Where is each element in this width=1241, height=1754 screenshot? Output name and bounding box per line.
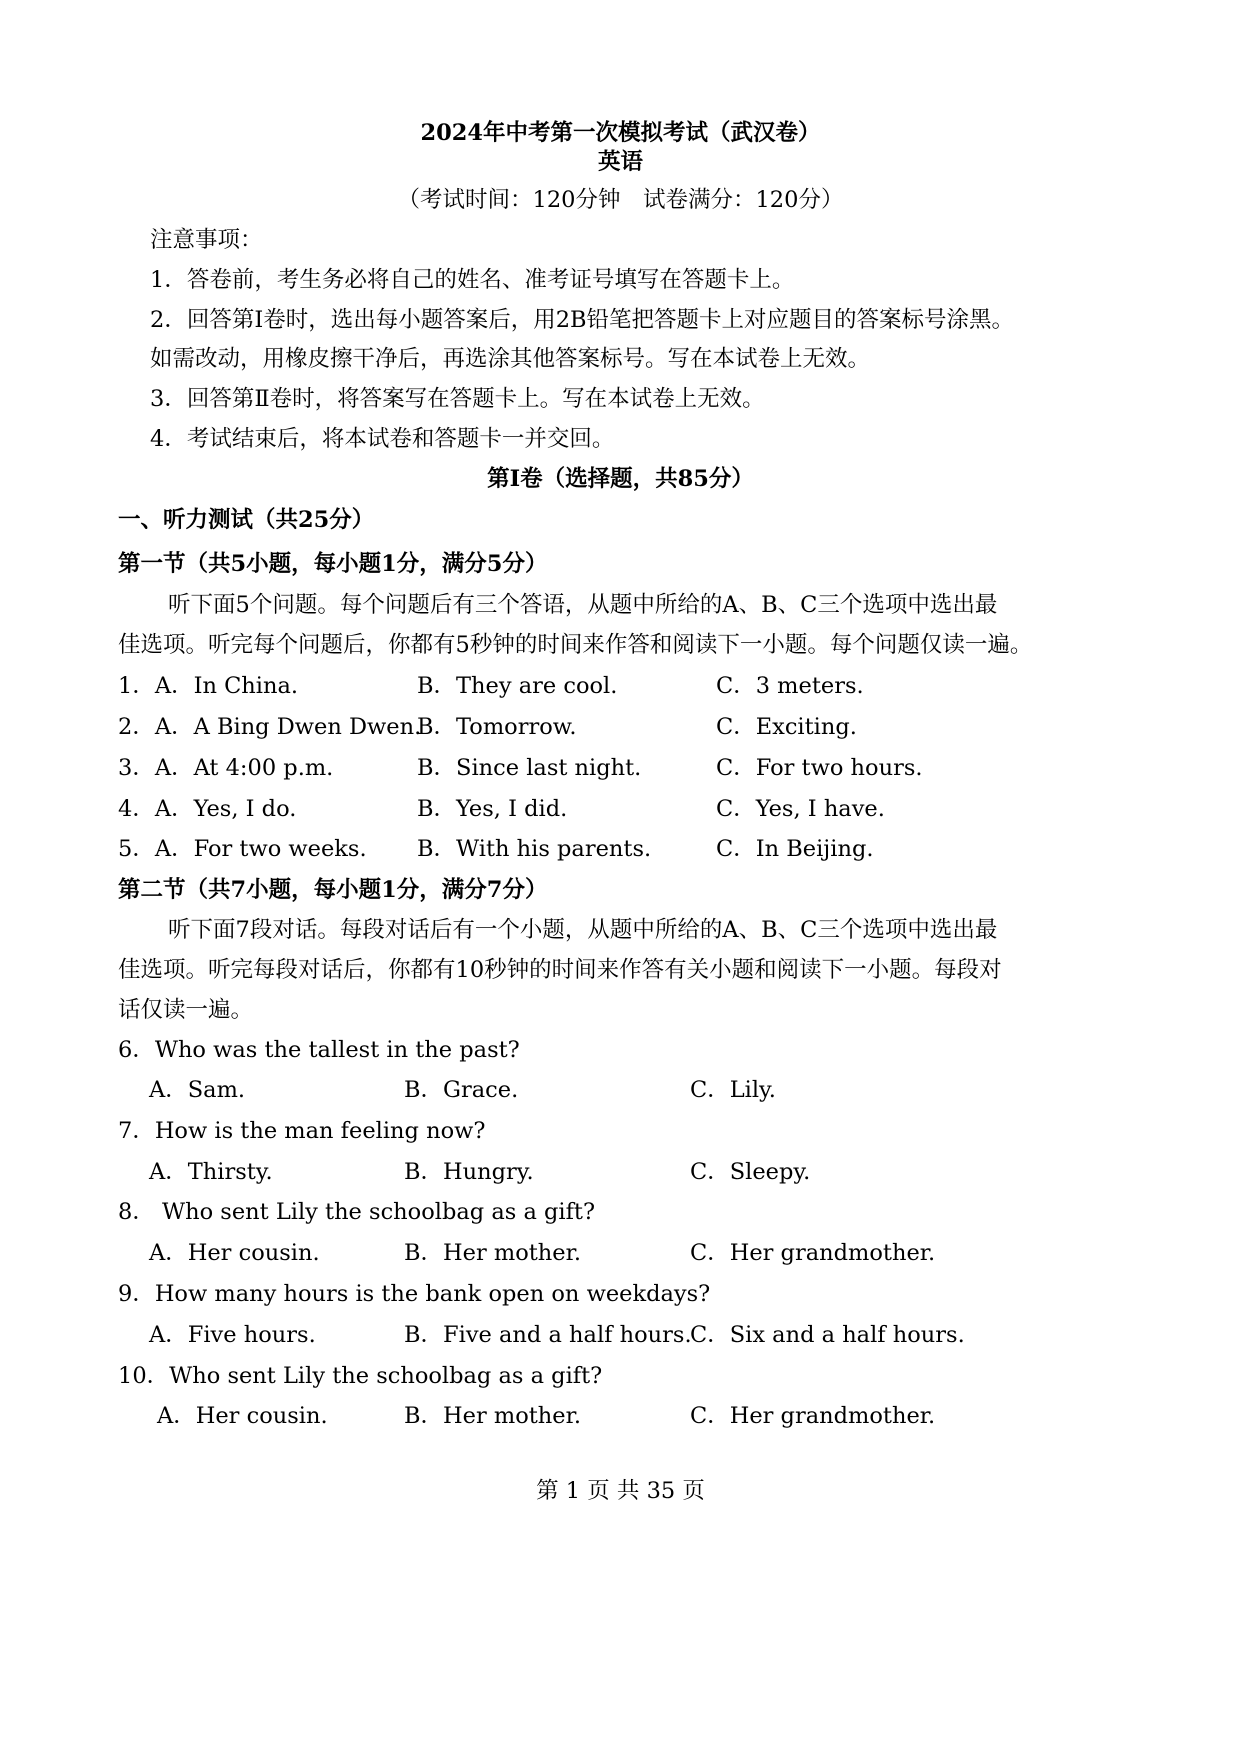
option-b: B．Her mother. <box>404 1403 582 1429</box>
option-b: B．They are cool. <box>417 673 618 699</box>
option-a: A．Sam. <box>149 1077 246 1103</box>
option-b: B．Hungry. <box>404 1159 534 1185</box>
question-stem: 9．How many hours is the bank open on weekdays? <box>118 1281 711 1307</box>
option-a: 3．A．At 4:00 p.m. <box>118 755 334 781</box>
subsection2-instruction: 佳选项。听完每段对话后，你都有10秒钟的时间来作答有关小题和阅读下一小题。每段对 <box>118 957 1002 983</box>
option-c: C．Sleepy. <box>690 1159 811 1185</box>
notice-item: 如需改动，用橡皮擦干净后，再选涂其他答案标号。写在本试卷上无效。 <box>150 346 871 372</box>
subsection1-instruction: 听下面5个问题。每个问题后有三个答语，从题中所给的A、B、C三个选项中选出最 <box>168 592 998 618</box>
option-c: C．For two hours. <box>716 755 923 781</box>
notice-item: 4．考试结束后，将本试卷和答题卡一并交回。 <box>150 426 615 452</box>
question-stem: 10．Who sent Lily the schoolbag as a gift? <box>118 1363 603 1389</box>
subsection1-instruction: 佳选项。听完每个问题后，你都有5秒钟的时间来作答和阅读下一小题。每个问题仅读一遍。 <box>118 632 1033 658</box>
option-c: C．Yes, I have. <box>716 796 885 822</box>
part1-title: 第Ⅰ卷（选择题，共85分） <box>487 466 754 492</box>
subject-title: 英语 <box>597 149 643 175</box>
option-b: B．With his parents. <box>417 836 652 862</box>
question-stem: 7．How is the man feeling now? <box>118 1118 486 1144</box>
option-b: B．Grace. <box>404 1077 519 1103</box>
option-a: A．Her cousin. <box>149 1240 320 1266</box>
subsection2-instruction: 话仅读一遍。 <box>118 997 254 1023</box>
option-b: B．Since last night. <box>417 755 642 781</box>
option-b: B．Yes, I did. <box>417 796 568 822</box>
page-number: 第 1 页 共 35 页 <box>536 1478 705 1504</box>
option-c: C．Her grandmother. <box>690 1403 936 1429</box>
option-a: 1．A．In China. <box>118 673 299 699</box>
option-a: A．Her cousin. <box>157 1403 328 1429</box>
option-c: C．3 meters. <box>716 673 864 699</box>
option-a: A．Thirsty. <box>149 1159 273 1185</box>
question-stem: 8． Who sent Lily the schoolbag as a gift? <box>118 1199 596 1225</box>
option-a: 5．A．For two weeks. <box>118 836 367 862</box>
option-c: C．Lily. <box>690 1077 776 1103</box>
option-c: C．Exciting. <box>716 714 857 740</box>
option-a: A．Five hours. <box>149 1322 316 1348</box>
subsection2-instruction: 听下面7段对话。每段对话后有一个小题，从题中所给的A、B、C三个选项中选出最 <box>168 917 998 943</box>
subsection2-title: 第二节（共7小题，每小题1分，满分7分） <box>118 877 548 903</box>
exam-title: 2024年中考第一次模拟考试（武汉卷） <box>420 120 821 146</box>
option-b: B．Her mother. <box>404 1240 582 1266</box>
notice-item: 3．回答第Ⅱ卷时，将答案写在答题卡上。写在本试卷上无效。 <box>150 386 765 412</box>
exam-info: （考试时间：120分钟 试卷满分：120分） <box>397 187 844 213</box>
section1-title: 一、听力测试（共25分） <box>118 507 375 533</box>
option-c: C．In Beijing. <box>716 836 874 862</box>
option-c: C．Six and a half hours. <box>690 1322 965 1348</box>
notice-heading: 注意事项： <box>150 227 263 253</box>
option-a: 4．A．Yes, I do. <box>118 796 297 822</box>
option-c: C．Her grandmother. <box>690 1240 936 1266</box>
notice-item: 2．回答第Ⅰ卷时，选出每小题答案后，用2B铅笔把答题卡上对应题目的答案标号涂黑。 <box>150 307 1015 333</box>
notice-item: 1．答卷前，考生务必将自己的姓名、准考证号填写在答题卡上。 <box>150 267 795 293</box>
option-a: 2．A．A Bing Dwen Dwen. <box>118 714 422 740</box>
subsection1-title: 第一节（共5小题，每小题1分，满分5分） <box>118 551 548 577</box>
question-stem: 6．Who was the tallest in the past? <box>118 1037 520 1063</box>
option-b: B．Five and a half hours. <box>404 1322 692 1348</box>
option-b: B．Tomorrow. <box>417 714 577 740</box>
